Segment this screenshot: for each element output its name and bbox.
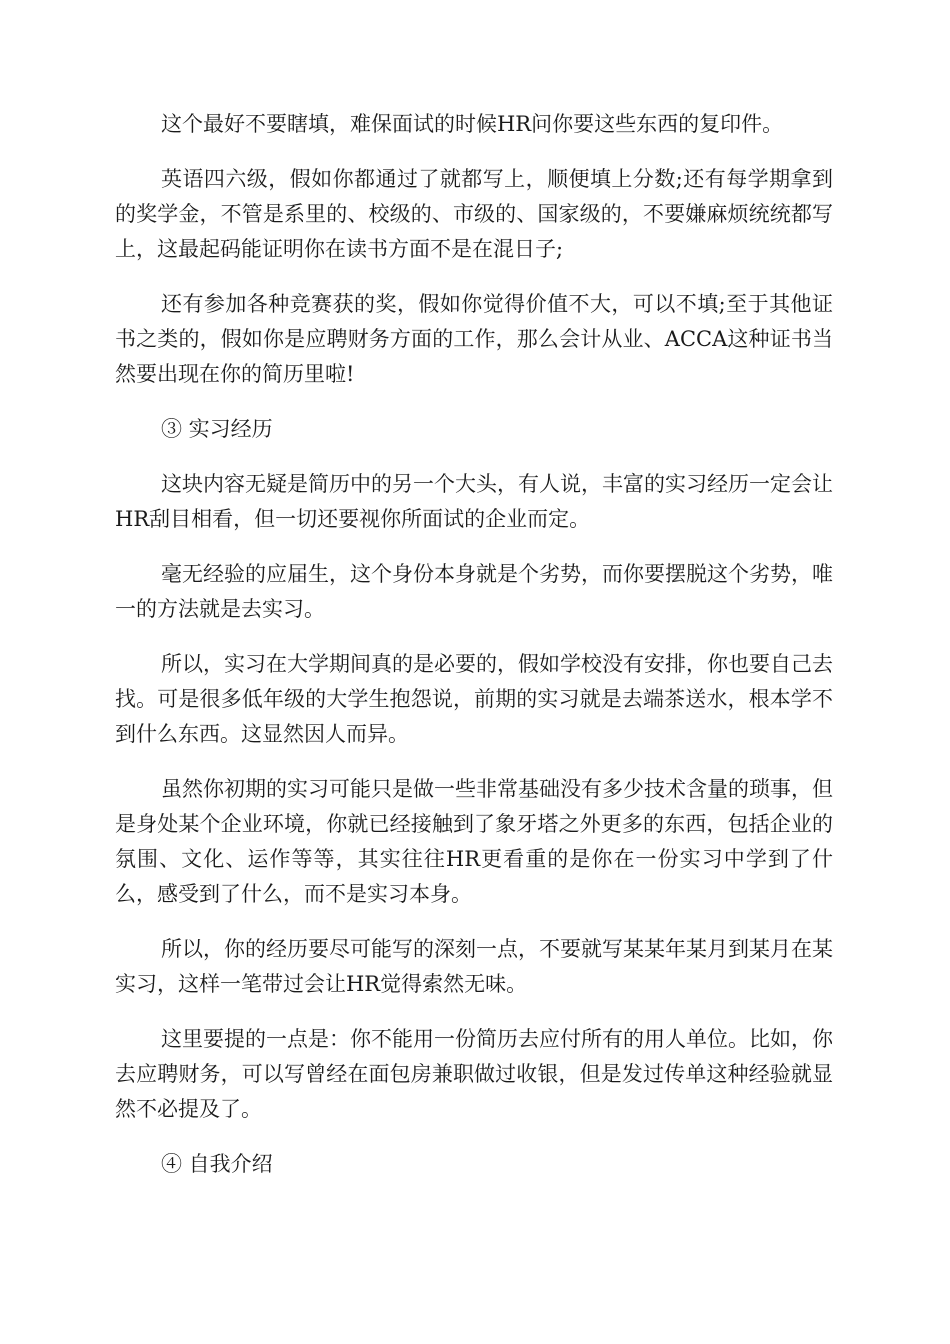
- paragraph-competition-certificates: 还有参加各种竞赛获的奖，假如你觉得价值不大，可以不填;至于其他证书之类的，假如你是应聘财务方面的工作，那么会计从业、ACCA这种证书当然要出现在你的简历里啦!: [115, 292, 833, 386]
- paragraph-internship-importance: 这块内容无疑是简历中的另一个大头，有人说，丰富的实习经历一定会让HR刮目相看，但一切还要视你所面试的企业而定。: [115, 472, 833, 531]
- paragraph-write-deeply: 所以，你的经历要尽可能写的深刻一点，不要就写某某年某月到某月在某实习，这样一笔带过会让HR觉得索然无味。: [115, 937, 833, 996]
- section-heading-self-intro: ④ 自我介绍: [161, 1152, 273, 1176]
- paragraph-early-internship: 虽然你初期的实习可能只是做一些非常基础没有多少技术含量的琐事，但是身处某个企业环境，你就已经接触到了象牙塔之外更多的东西，包括企业的氛围、文化、运作等等，其实往往HR更看重的是你在一份实习中学到了什么，感受到了什么，而不是实习本身。: [115, 777, 833, 906]
- paragraph-tailor-resume: 这里要提的一点是：你不能用一份简历去应付所有的用人单位。比如，你去应聘财务，可以写曾经在面包房兼职做过收银，但是发过传单这种经验就显然不必提及了。: [115, 1027, 833, 1121]
- paragraph-find-internship: 所以，实习在大学期间真的是必要的，假如学校没有安排，你也要自己去找。可是很多低年级的大学生抱怨说，前期的实习就是去端茶送水，根本学不到什么东西。这显然因人而异。: [115, 652, 833, 746]
- section-heading-internship: ③ 实习经历: [161, 417, 273, 441]
- document-body: [115, 107, 833, 1202]
- paragraph-graduate-disadvantage: 毫无经验的应届生，这个身份本身就是个劣势，而你要摆脱这个劣势，唯一的方法就是去实习。: [115, 562, 833, 621]
- paragraph-transcript-honesty: 这个最好不要瞎填，难保面试的时候HR问你要这些东西的复印件。: [161, 112, 784, 136]
- paragraph-english-scholarship: 英语四六级，假如你都通过了就都写上，顺便填上分数;还有每学期拿到的奖学金，不管是系里的、校级的、市级的、国家级的，不要嫌麻烦统统都写上，这最起码能证明你在读书方面不是在混日子;: [115, 167, 833, 261]
